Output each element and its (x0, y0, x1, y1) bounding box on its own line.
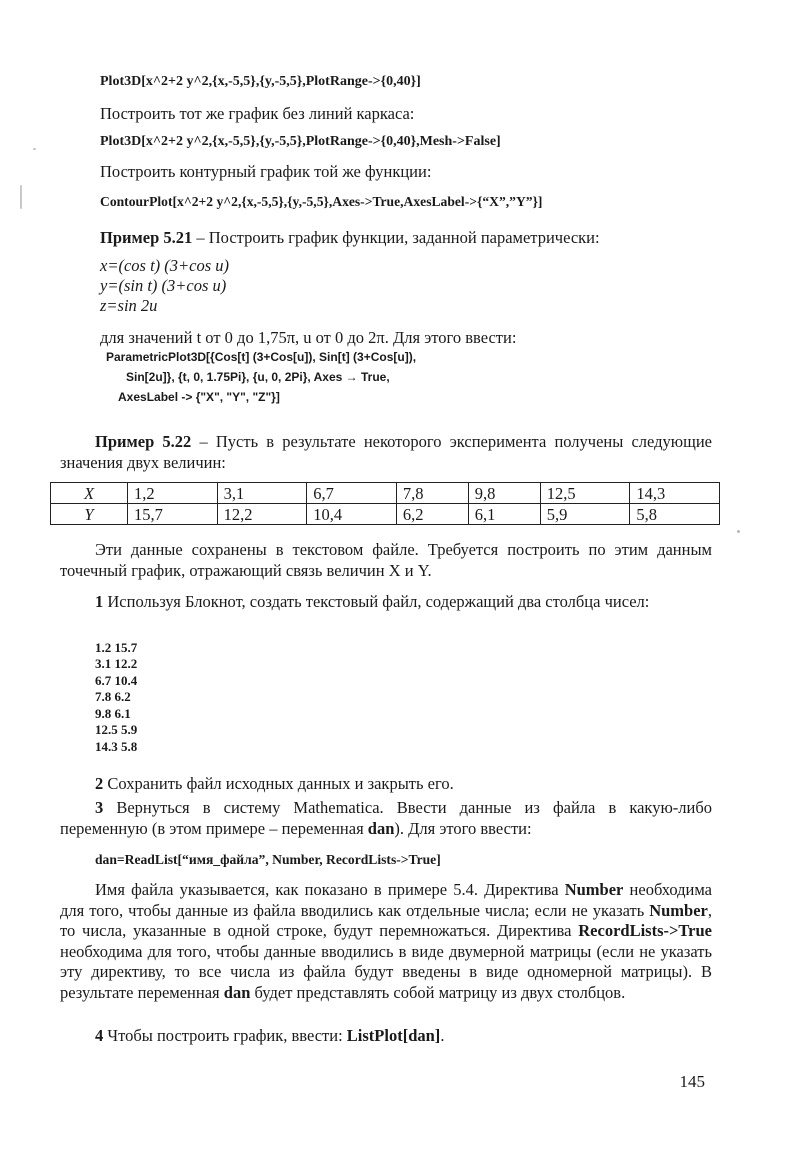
saved-data-paragraph: Эти данные сохранены в текстовом файле. Требуется построить по этим данным точечный график, отражающий связь величин X и Y. (60, 540, 712, 580)
explanation-paragraph (60, 880, 712, 1004)
example-5-22-label: Пример 5.22 (95, 432, 192, 451)
example-5-22-text: – Пусть в результате некоторого эксперимента получены следующие значения двух величин: (60, 432, 712, 472)
keyword-number: Number (564, 880, 624, 899)
step-3-number: 3 (95, 798, 104, 817)
table-row-y (51, 504, 720, 525)
step-3-text-a: Вернуться в систему Mathematica. Ввести данные из файла в какую-либо переменную (в этом примере – переменная (60, 798, 712, 838)
parametric-code-line-2: Sin[2u]}, {t, 0, 1.75Pi}, {u, 0, 2Pi}, Axes → True, (126, 370, 390, 384)
step-2-text: Сохранить файл исходных данных и закрыть его. (103, 774, 454, 793)
file-line: 12.5 5.9 (95, 722, 138, 737)
equation-x: x=(cos t) (3+cos u) (100, 256, 230, 275)
equation-y: y=(sin t) (3+cos u) (100, 276, 227, 295)
readlist-code-line: dan=ReadList[“имя_файла”, Number, RecordLists->True] (95, 852, 441, 867)
scan-speck (33, 148, 36, 150)
explanation-text: Имя файла указывается, как показано в примере 5.4. Директива (95, 880, 565, 899)
scan-speck (737, 530, 740, 533)
step-4-paragraph (60, 1026, 712, 1047)
explanation-text: , то числа, указанные в одной строке, будут перемножаться. Директива (60, 900, 712, 941)
table-cell: 12,5 (540, 483, 630, 504)
instruction-no-mesh: Построить тот же график без линий каркаса: (100, 104, 415, 123)
instruction-contour: Построить контурный график той же функции: (100, 162, 432, 181)
table-cell: 5,9 (540, 504, 630, 525)
explanation-text: необходима для того, чтобы данные вводились в виде двумерной матрицы (если не указать эту директиву, то все числа из файла будут введены в виде одномерной матрицы). В результате переменная (60, 941, 712, 1002)
step-1-number: 1 (95, 592, 104, 611)
table-cell: 1,2 (128, 483, 218, 504)
plot3d-nomesh-code-line: Plot3D[x^2+2 y^2,{x,-5,5},{y,-5,5},PlotRange->{0,40},Mesh->False] (100, 134, 501, 149)
parametric-code-line-3: AxesLabel -> {"X", "Y", "Z"}] (118, 390, 280, 404)
file-line: 1.2 15.7 (95, 640, 138, 655)
table-cell: 10,4 (307, 504, 397, 525)
explanation-text: будет представлять собой матрицу из двух столбцов. (250, 982, 626, 1002)
table-cell: 14,3 (630, 483, 720, 504)
table-cell: 15,7 (128, 504, 218, 525)
table-cell: 6,7 (307, 483, 397, 504)
example-5-22-paragraph (60, 432, 712, 473)
file-line: 6.7 10.4 (95, 673, 138, 688)
table-cell: 12,2 (217, 504, 307, 525)
step-3-variable: dan (367, 818, 395, 838)
scan-speck (20, 185, 22, 209)
step-3-paragraph (60, 798, 712, 839)
table-cell: 6,2 (396, 504, 468, 525)
file-line: 14.3 5.8 (95, 739, 138, 754)
table-header-x: X (51, 483, 128, 504)
keyword-recordlists: RecordLists->True (578, 921, 712, 941)
keyword-dan: dan (223, 982, 251, 1002)
equation-z: z=sin 2u (100, 296, 158, 315)
keyword-number: Number (649, 900, 708, 920)
parametric-code-line-1: ParametricPlot3D[{Cos[t] (3+Cos[u]), Sin[t] (3+Cos[u]), (106, 350, 417, 364)
file-line: 9.8 6.1 (95, 706, 131, 721)
table-row-x (51, 483, 720, 504)
example-5-21-heading (100, 228, 752, 248)
step-2-paragraph (60, 774, 712, 795)
step-4-text: Чтобы построить график, ввести: (103, 1026, 347, 1045)
example-5-21-text: – Построить график функции, заданной параметрически: (192, 228, 600, 247)
table-cell: 5,8 (630, 504, 720, 525)
table-cell: 6,1 (468, 504, 540, 525)
step-4-end: . (440, 1026, 445, 1045)
table-cell: 9,8 (468, 483, 540, 504)
file-line: 3.1 12.2 (95, 656, 138, 671)
plot3d-code-line: Plot3D[x^2+2 y^2,{x,-5,5},{y,-5,5},PlotRange->{0,40}] (100, 74, 421, 89)
table-cell: 3,1 (217, 483, 307, 504)
step-4-code: ListPlot[dan] (346, 1026, 441, 1045)
file-line: 7.8 6.2 (95, 689, 131, 704)
contourplot-code-line: ContourPlot[x^2+2 y^2,{x,-5,5},{y,-5,5},Axes->True,AxesLabel->{“X”,”Y”}] (100, 194, 543, 209)
step-2-number: 2 (95, 774, 104, 793)
table-header-y: Y (51, 504, 128, 525)
experiment-data-table (50, 482, 720, 525)
step-4-number: 4 (95, 1026, 104, 1045)
step-3-text-b: ). Для этого ввести: (394, 818, 532, 838)
parameter-range-text: для значений t от 0 до 1,75π, u от 0 до 2π. Для этого ввести: (100, 328, 517, 347)
page-number: 145 (679, 1072, 705, 1091)
example-5-21-label: Пример 5.21 (100, 228, 193, 247)
table-cell: 7,8 (396, 483, 468, 504)
step-1-paragraph (60, 592, 712, 613)
explanation-text: необходима для того, чтобы данные из файла вводились как отдельные числа; если не указать (60, 880, 712, 920)
step-1-text: Используя Блокнот, создать текстовый файл, содержащий два столбца чисел: (103, 592, 650, 611)
